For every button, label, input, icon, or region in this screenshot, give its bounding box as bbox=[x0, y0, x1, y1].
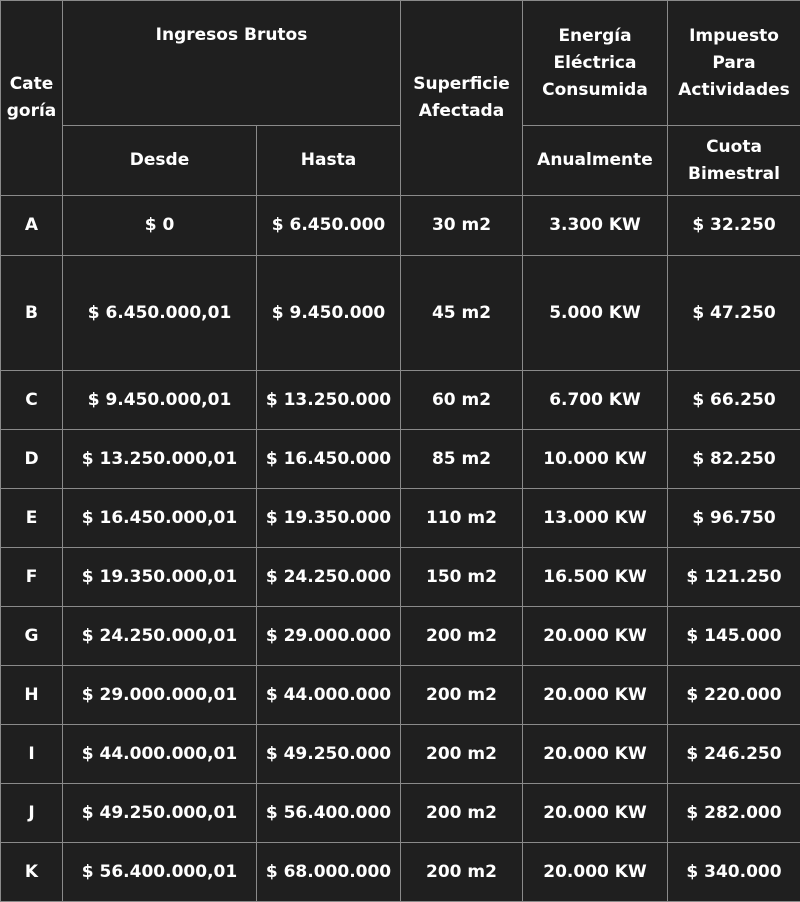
cell-superficie: 200 m2 bbox=[401, 666, 523, 725]
header-superficie-afectada bbox=[401, 1, 523, 196]
cell-superficie: 200 m2 bbox=[401, 784, 523, 843]
cell-superficie: 60 m2 bbox=[401, 371, 523, 430]
cell-superficie: 85 m2 bbox=[401, 430, 523, 489]
cell-desde: $ 6.450.000,01 bbox=[63, 256, 257, 371]
cell-desde: $ 9.450.000,01 bbox=[63, 371, 257, 430]
header-cuota-line2: Bimestral bbox=[688, 164, 780, 184]
cell-desde: $ 13.250.000,01 bbox=[63, 430, 257, 489]
cell-energia: 13.000 KW bbox=[523, 489, 668, 548]
cell-hasta: $ 68.000.000 bbox=[257, 843, 401, 902]
cell-categoria: K bbox=[1, 843, 63, 902]
table-row bbox=[1, 607, 800, 666]
header-energia-line1: Energía bbox=[558, 26, 631, 46]
cell-categoria: A bbox=[1, 196, 63, 256]
cell-hasta: $ 24.250.000 bbox=[257, 548, 401, 607]
cell-superficie: 150 m2 bbox=[401, 548, 523, 607]
header-hasta: Hasta bbox=[257, 126, 401, 196]
cell-cuota: $ 66.250 bbox=[668, 371, 800, 430]
header-superficie-line2: Afectada bbox=[419, 101, 504, 121]
header-categoria-line1: Cate bbox=[10, 74, 54, 94]
cell-energia: 20.000 KW bbox=[523, 784, 668, 843]
cell-cuota: $ 246.250 bbox=[668, 725, 800, 784]
cell-superficie: 110 m2 bbox=[401, 489, 523, 548]
cell-superficie: 30 m2 bbox=[401, 196, 523, 256]
cell-desde: $ 24.250.000,01 bbox=[63, 607, 257, 666]
cell-desde: $ 19.350.000,01 bbox=[63, 548, 257, 607]
table-row bbox=[1, 371, 800, 430]
header-categoria-line2: goría bbox=[7, 101, 57, 121]
table-row bbox=[1, 548, 800, 607]
cell-desde: $ 16.450.000,01 bbox=[63, 489, 257, 548]
cell-energia: 16.500 KW bbox=[523, 548, 668, 607]
cell-cuota: $ 32.250 bbox=[668, 196, 800, 256]
cell-hasta: $ 16.450.000 bbox=[257, 430, 401, 489]
table-row bbox=[1, 196, 800, 256]
cell-energia: 3.300 KW bbox=[523, 196, 668, 256]
cell-cuota: $ 47.250 bbox=[668, 256, 800, 371]
cell-categoria: F bbox=[1, 548, 63, 607]
header-impuesto-line3: Actividades bbox=[678, 80, 790, 100]
header-cuota-line1: Cuota bbox=[706, 137, 762, 157]
header-anualmente: Anualmente bbox=[523, 126, 668, 196]
cell-cuota: $ 220.000 bbox=[668, 666, 800, 725]
cell-hasta: $ 19.350.000 bbox=[257, 489, 401, 548]
header-impuesto-actividades bbox=[668, 1, 800, 126]
header-superficie-line1: Superficie bbox=[413, 74, 509, 94]
table-row bbox=[1, 256, 800, 371]
cell-hasta: $ 29.000.000 bbox=[257, 607, 401, 666]
table-row bbox=[1, 843, 800, 902]
cell-superficie: 200 m2 bbox=[401, 725, 523, 784]
cell-energia: 20.000 KW bbox=[523, 666, 668, 725]
cell-energia: 6.700 KW bbox=[523, 371, 668, 430]
cell-energia: 20.000 KW bbox=[523, 843, 668, 902]
header-ingresos-brutos-label: Ingresos Brutos bbox=[156, 25, 308, 45]
table-row bbox=[1, 784, 800, 843]
cell-superficie: 45 m2 bbox=[401, 256, 523, 371]
cell-desde: $ 44.000.000,01 bbox=[63, 725, 257, 784]
cell-desde: $ 56.400.000,01 bbox=[63, 843, 257, 902]
cell-cuota: $ 96.750 bbox=[668, 489, 800, 548]
cell-energia: 20.000 KW bbox=[523, 607, 668, 666]
cell-energia: 5.000 KW bbox=[523, 256, 668, 371]
header-energia-line2: Eléctrica bbox=[554, 53, 637, 73]
header-impuesto-line1: Impuesto bbox=[689, 26, 779, 46]
cell-cuota: $ 340.000 bbox=[668, 843, 800, 902]
cell-cuota: $ 121.250 bbox=[668, 548, 800, 607]
cell-categoria: C bbox=[1, 371, 63, 430]
table-row bbox=[1, 666, 800, 725]
header-cuota-bimestral bbox=[668, 126, 800, 196]
cell-categoria: D bbox=[1, 430, 63, 489]
cell-hasta: $ 6.450.000 bbox=[257, 196, 401, 256]
table-row bbox=[1, 725, 800, 784]
header-ingresos-brutos bbox=[63, 1, 401, 126]
cell-categoria: H bbox=[1, 666, 63, 725]
cell-categoria: B bbox=[1, 256, 63, 371]
cell-superficie: 200 m2 bbox=[401, 607, 523, 666]
header-energia-electrica bbox=[523, 1, 668, 126]
header-categoria bbox=[1, 1, 63, 196]
cell-desde: $ 49.250.000,01 bbox=[63, 784, 257, 843]
cell-cuota: $ 282.000 bbox=[668, 784, 800, 843]
cell-hasta: $ 44.000.000 bbox=[257, 666, 401, 725]
cell-energia: 20.000 KW bbox=[523, 725, 668, 784]
header-impuesto-line2: Para bbox=[712, 53, 755, 73]
cell-energia: 10.000 KW bbox=[523, 430, 668, 489]
cell-categoria: I bbox=[1, 725, 63, 784]
header-desde: Desde bbox=[63, 126, 257, 196]
header-energia-line3: Consumida bbox=[542, 80, 648, 100]
cell-hasta: $ 49.250.000 bbox=[257, 725, 401, 784]
table-row bbox=[1, 430, 800, 489]
cell-categoria: G bbox=[1, 607, 63, 666]
cell-categoria: J bbox=[1, 784, 63, 843]
cell-hasta: $ 9.450.000 bbox=[257, 256, 401, 371]
cell-hasta: $ 13.250.000 bbox=[257, 371, 401, 430]
cell-cuota: $ 145.000 bbox=[668, 607, 800, 666]
table-row bbox=[1, 489, 800, 548]
cell-cuota: $ 82.250 bbox=[668, 430, 800, 489]
cell-hasta: $ 56.400.000 bbox=[257, 784, 401, 843]
cell-superficie: 200 m2 bbox=[401, 843, 523, 902]
cell-categoria: E bbox=[1, 489, 63, 548]
cell-desde: $ 0 bbox=[63, 196, 257, 256]
cell-desde: $ 29.000.000,01 bbox=[63, 666, 257, 725]
